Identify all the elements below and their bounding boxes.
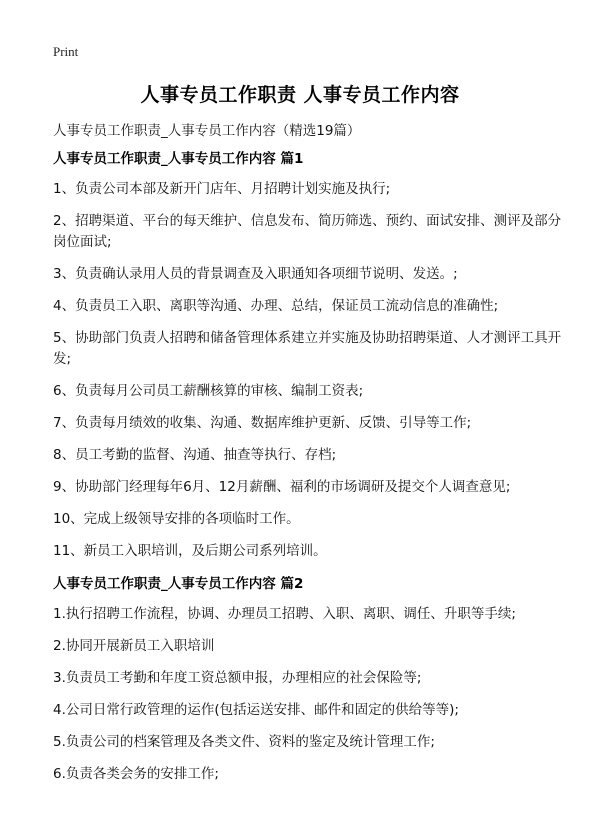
list-item: 10、完成上级领导安排的各项临时工作。 [53, 511, 300, 527]
document-title: 人事专员工作职责 人事专员工作内容 [140, 84, 460, 106]
list-item: 7、负责每月绩效的收集、沟通、数据库维护更新、反馈、引导等工作; [53, 415, 472, 431]
list-item: 1、负责公司本部及新开门店年、月招聘计划实施及执行; [53, 181, 391, 197]
list-item: 6、负责每月公司员工薪酬核算的审核、编制工资表; [53, 383, 364, 399]
list-item: 2、招聘渠道、平台的每天维护、信息发布、简历筛选、预约、面试安排、测评及部分岗位面试; [53, 213, 562, 250]
section-heading-2: 人事专员工作职责_人事专员工作内容 篇2 [53, 576, 304, 592]
print-label: Print [53, 44, 79, 59]
list-item: 11、新员工入职培训，及后期公司系列培训。 [53, 543, 327, 559]
section-heading-1: 人事专员工作职责_人事专员工作内容 篇1 [53, 151, 304, 167]
list-item: 5、协助部门负责人招聘和储备管理体系建立并实施及协助招聘渠道、人才测评工具开发; [53, 330, 562, 367]
document-body [53, 148, 563, 785]
list-item: 6.负责各类会务的安排工作; [53, 766, 219, 782]
document-subtitle: 人事专员工作职责_人事专员工作内容（精选19篇） [53, 123, 361, 139]
list-item: 3.负责员工考勤和年度工资总额申报，办理相应的社会保险等; [53, 670, 422, 686]
list-item: 3、负责确认录用人员的背景调查及入职通知各项细节说明、发送。; [53, 266, 458, 282]
list-item: 1.执行招聘工作流程，协调、办理员工招聘、入职、离职、调任、升职等手续; [53, 606, 516, 622]
list-item: 8、员工考勤的监督、沟通、抽查等执行、存档; [53, 447, 337, 463]
list-item: 4.公司日常行政管理的运作(包括运送安排、邮件和固定的供给等等); [53, 702, 459, 718]
list-item: 5.负责公司的档案管理及各类文件、资料的鉴定及统计管理工作; [53, 734, 435, 750]
list-item: 4、负责员工入职、离职等沟通、办理、总结，保证员工流动信息的准确性; [53, 298, 499, 314]
list-item: 9、协助部门经理每年6月、12月薪酬、福利的市场调研及提交个人调查意见; [53, 479, 511, 495]
list-item: 2.协同开展新员工入职培训 [53, 638, 215, 654]
